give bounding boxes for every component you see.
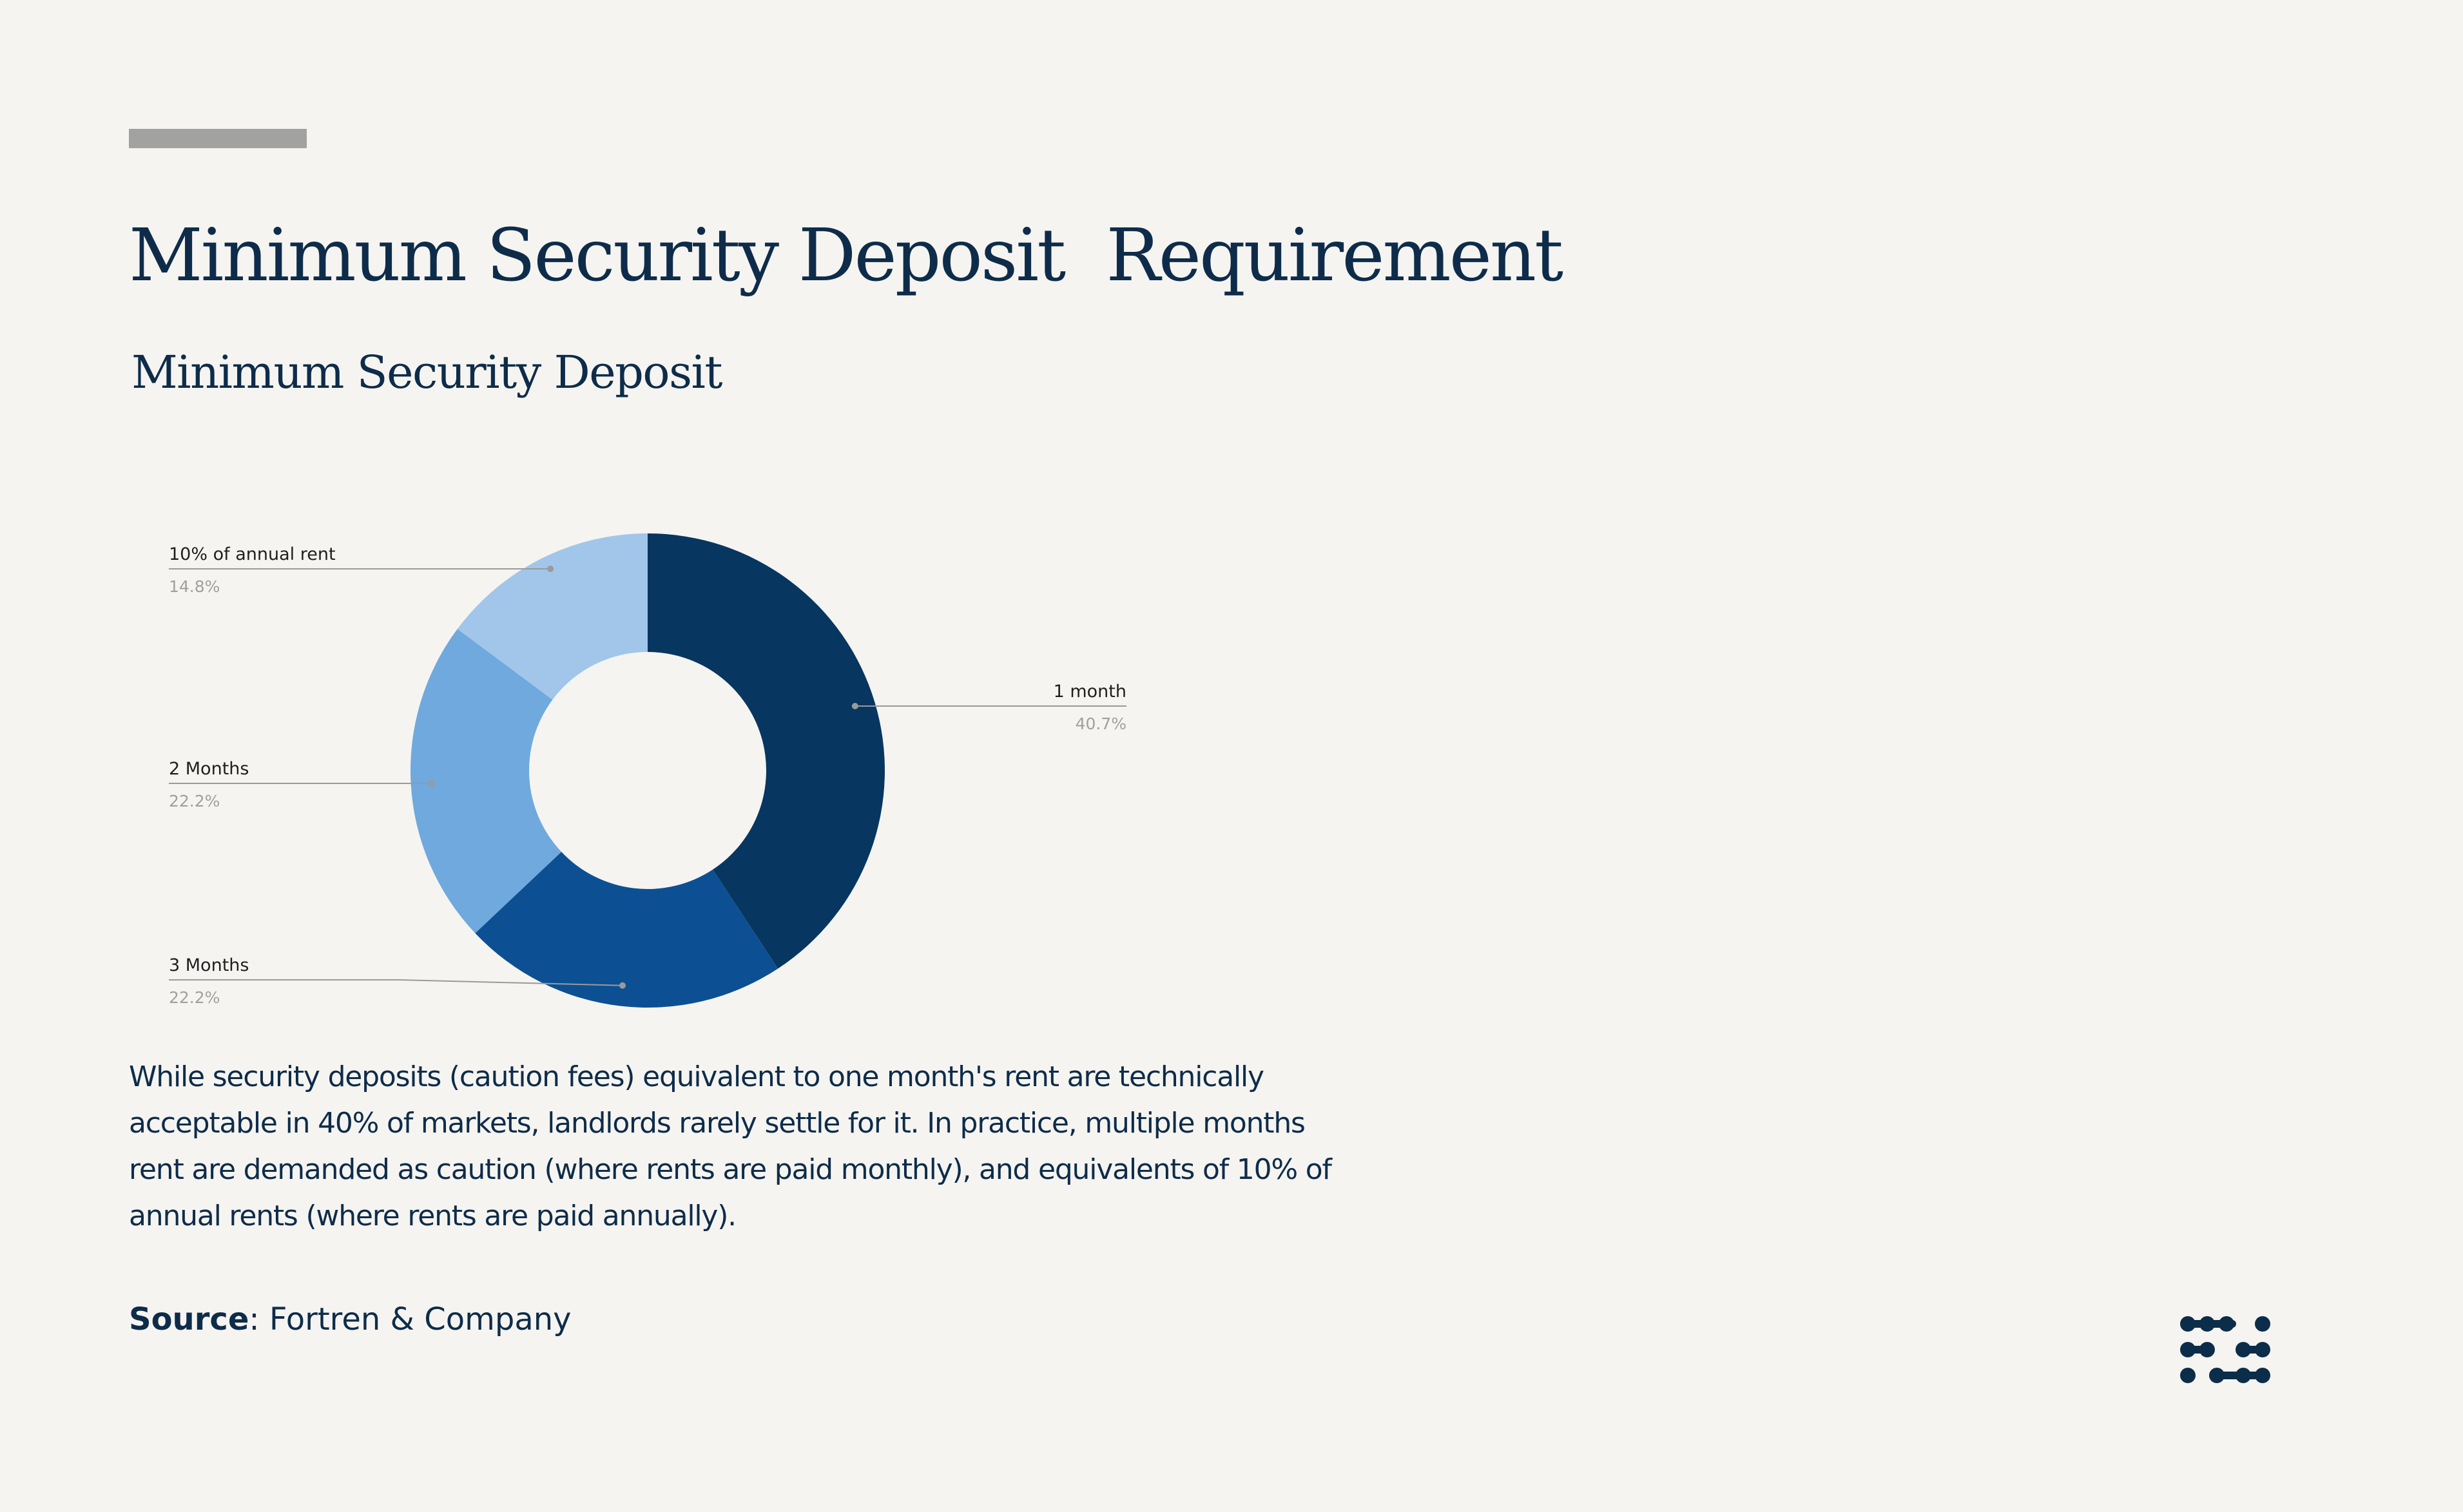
logo-mark	[2180, 1316, 2270, 1383]
callout-dot	[852, 703, 858, 709]
page-title: Minimum Security Deposit Requirement	[129, 214, 1562, 298]
source-value: : Fortren & Company	[249, 1301, 572, 1337]
chart-title: Minimum Security Deposit	[131, 346, 722, 399]
callout-dot	[547, 566, 554, 572]
company-logo	[2178, 1314, 2275, 1392]
donut-chart	[0, 0, 1289, 1044]
callout-dot	[619, 982, 626, 989]
callout-value: 22.2%	[169, 988, 220, 1007]
callout-2-months	[169, 759, 435, 810]
source-label: Source	[129, 1301, 249, 1337]
callout-value: 22.2%	[169, 792, 220, 810]
callout-label: 2 Months	[169, 759, 249, 779]
source-line	[129, 1301, 572, 1337]
callout-label: 1 month	[1053, 682, 1126, 702]
callout-value: 14.8%	[169, 577, 220, 596]
callout-1-month	[852, 682, 1126, 733]
callout-label: 3 Months	[169, 955, 249, 975]
callout-dot	[429, 780, 435, 787]
callout-value: 40.7%	[1075, 714, 1126, 733]
callout-label: 10% of annual rent	[169, 544, 336, 564]
description-text: While security deposits (caution fees) equivalent to one month's rent are technically acceptable in 40% of markets, landlords rarely settle for it. In practice, multiple months rent are demanded as caution (where rents are paid monthly), and equivalents of 10% of annual rents (where rents are paid annually).	[129, 1060, 1331, 1232]
callout-10-of-annual-rent	[169, 544, 554, 596]
